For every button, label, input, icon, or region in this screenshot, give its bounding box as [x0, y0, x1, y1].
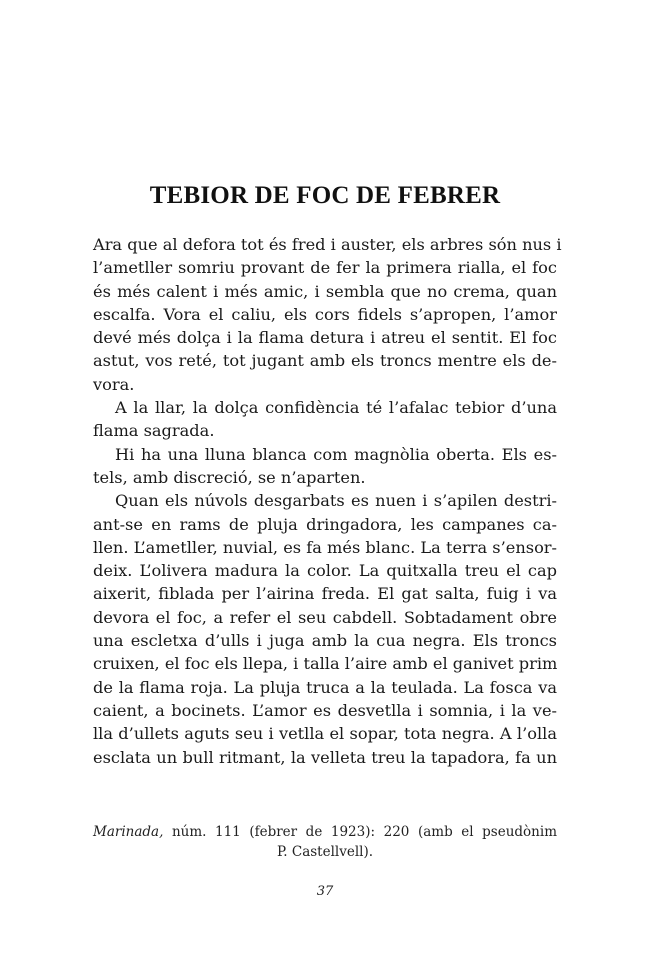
text-line: Quan els núvols desgarbats es nuen i s’apilen destri-	[115, 491, 557, 511]
text-line: vora.	[93, 374, 135, 394]
text-line: astut, vos reté, tot jugant amb els troncs mentre els de-	[93, 351, 557, 371]
paragraph	[93, 489, 557, 769]
text-line: caient, a bocinets. L’amor es desvetlla i somnia, i la ve-	[93, 700, 557, 720]
page-number: 37	[316, 884, 334, 899]
text-line: és més calent i més amic, i sembla que no crema, quan	[93, 281, 557, 301]
text-line: lla d’ullets aguts seu i vetlla el sopar, tota negra. A l’olla	[93, 724, 557, 744]
text-line: l’ametller somriu provant de fer la primera rialla, el foc	[93, 258, 557, 278]
text-line: Ara que al defora tot és fred i auster, els arbres són nus i	[93, 235, 562, 254]
text-line: A la llar, la dolça confidència té l’afalac tebior d’una	[115, 398, 557, 418]
footnote-line-2: P. Castellvell).	[276, 844, 374, 860]
text-line: Hi ha una lluna blanca com magnòlia oberta. Els es-	[115, 444, 557, 464]
paragraph	[93, 233, 562, 396]
footnote-line-1	[93, 822, 557, 842]
text-line: devé més dolça i la flama detura i atreu el sentit. El foc	[93, 328, 557, 348]
footnote-magazine-name: Marinada,	[93, 824, 164, 840]
text-line: cruixen, el foc els llepa, i talla l’aire amb el ganivet prim	[93, 654, 558, 674]
paragraph	[93, 443, 557, 490]
text-line: de la flama roja. La pluja truca a la teulada. La fosca va	[93, 677, 557, 697]
footnote-citation: núm. 111 (febrer de 1923): 220 (amb el pseudònim	[163, 824, 557, 840]
text-line: deix. L’olivera madura la color. La quitxalla treu el cap	[93, 561, 557, 581]
page-title: TEBIOR DE FOC DE FEBRER	[149, 182, 501, 209]
text-line: llen. L’ametller, nuvial, es fa més blanc. La terra s’ensor-	[93, 537, 558, 557]
text-line: tels, amb discreció, se n’aparten.	[93, 467, 366, 487]
text-line: esclata un bull ritmant, la velleta treu la tapadora, fa un	[93, 747, 557, 767]
text-line: ant-se en rams de pluja dringadora, les campanes ca-	[93, 514, 557, 534]
body-text	[93, 233, 562, 769]
paragraph	[93, 396, 557, 443]
text-line: aixerit, fiblada per l’airina freda. El gat salta, fuig i va	[93, 584, 557, 604]
footnote	[93, 822, 557, 862]
text-line: flama sagrada.	[93, 421, 215, 441]
text-line: escalfa. Vora el caliu, els cors fidels s’apropen, l’amor	[93, 304, 557, 324]
text-line: una escletxa d’ulls i juga amb la cua negra. Els troncs	[93, 631, 557, 651]
text-line: devora el foc, a refer el seu cabdell. Sobtadament obre	[93, 607, 557, 627]
